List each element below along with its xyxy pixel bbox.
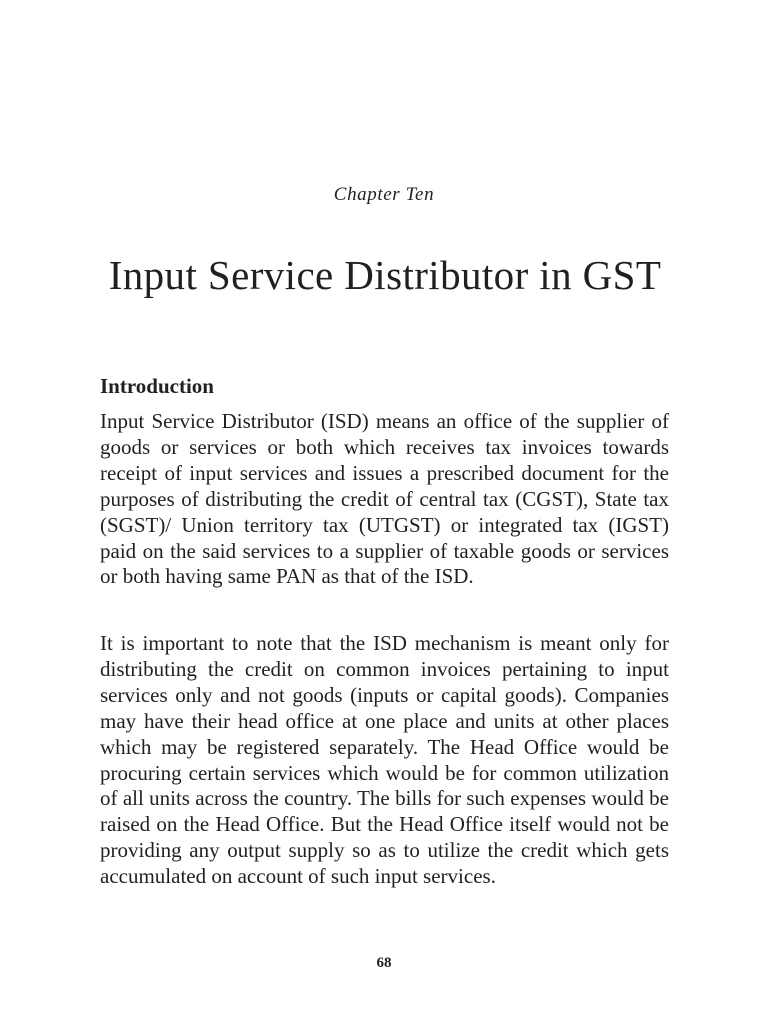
chapter-label: Chapter Ten — [333, 184, 435, 205]
paragraph-2: It is important to note that the ISD mechanism is meant only for distributing the credit on common invoices pertaining to input services only and not goods (inputs or capital goods). Companies may have their head office at one place and units at other places which may be registered separately. The Head Office would be procuring certain services which would be for common utilization of all units across the country. The bills for such expenses would be raised on the Head Office. But the Head Office itself would not be providing any output supply so as to utilize the credit which gets accumulated on account of such input services. — [100, 631, 669, 889]
page-number: 68 — [376, 955, 392, 971]
chapter-title: Input Service Distributor in GST — [108, 252, 662, 298]
paragraph-1: Input Service Distributor (ISD) means an office of the supplier of goods or services or both which receives tax invoices towards receipt of input services and issues a prescribed document for the purposes of distributing the credit of central tax (CGST), State tax (SGST)/ Union territory tax (UTGST) or integrated tax (IGST) paid on the said services to a supplier of taxable goods or services or both having same PAN as that of the ISD. — [100, 409, 669, 589]
section-heading: Introduction — [100, 374, 214, 398]
